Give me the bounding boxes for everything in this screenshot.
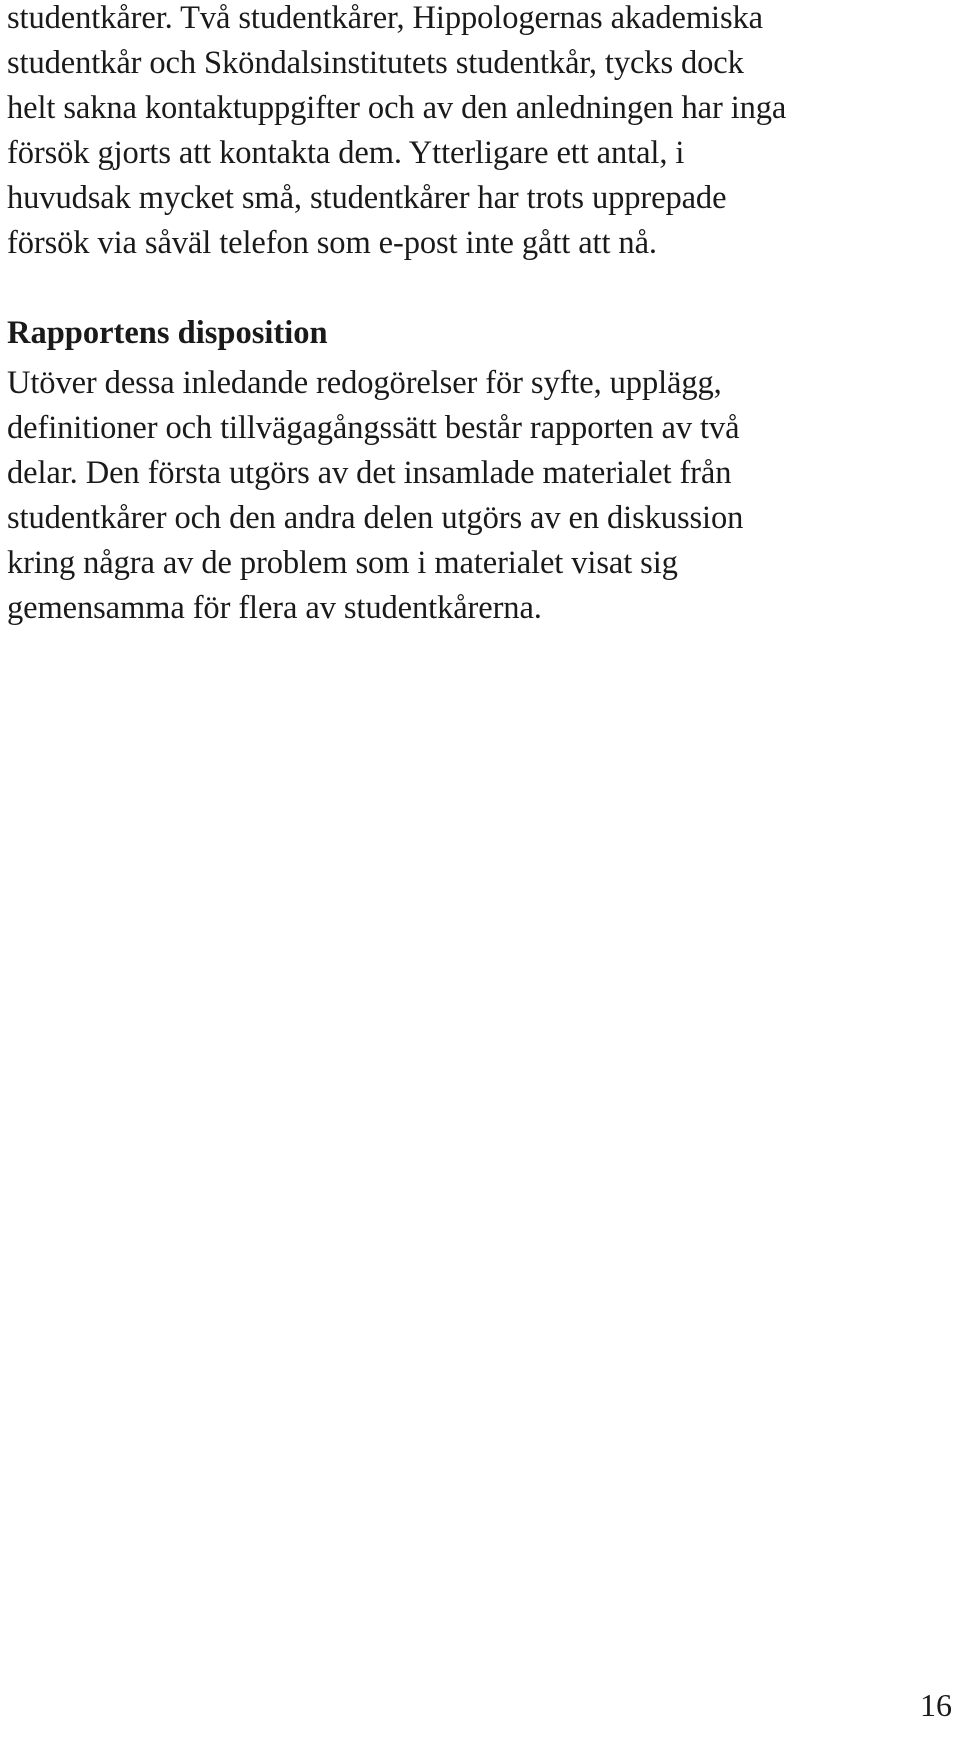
- text-line: studentkårer och den andra delen utgörs av en diskussion: [7, 500, 744, 536]
- text-line: gemensamma för flera av studentkårerna.: [7, 590, 542, 626]
- text-line: studentkår och Sköndalsinstitutets studentkår, tycks dock: [7, 45, 744, 81]
- text-line: kring några av de problem som i materialet visat sig: [7, 545, 678, 581]
- section-heading: Rapportens disposition: [7, 315, 328, 351]
- text-line: försök gjorts att kontakta dem. Ytterligare ett antal, i: [7, 135, 685, 171]
- text-line: huvudsak mycket små, studentkårer har trots upprepade: [7, 180, 727, 216]
- text-line: studentkårer. Två studentkårer, Hippologernas akademiska: [7, 0, 764, 36]
- page-number: 16: [920, 1687, 952, 1723]
- text-line: definitioner och tillvägagångssätt består rapporten av två: [7, 410, 740, 446]
- paragraph: [7, 361, 743, 631]
- paragraph: [7, 0, 786, 266]
- text-line: försök via såväl telefon som e-post inte gått att nå.: [7, 225, 657, 261]
- text-line: Utöver dessa inledande redogörelser för syfte, upplägg,: [7, 365, 722, 401]
- text-line: delar. Den första utgörs av det insamlade materialet från: [7, 455, 732, 491]
- text-line: helt sakna kontaktuppgifter och av den anledningen har inga: [7, 90, 787, 126]
